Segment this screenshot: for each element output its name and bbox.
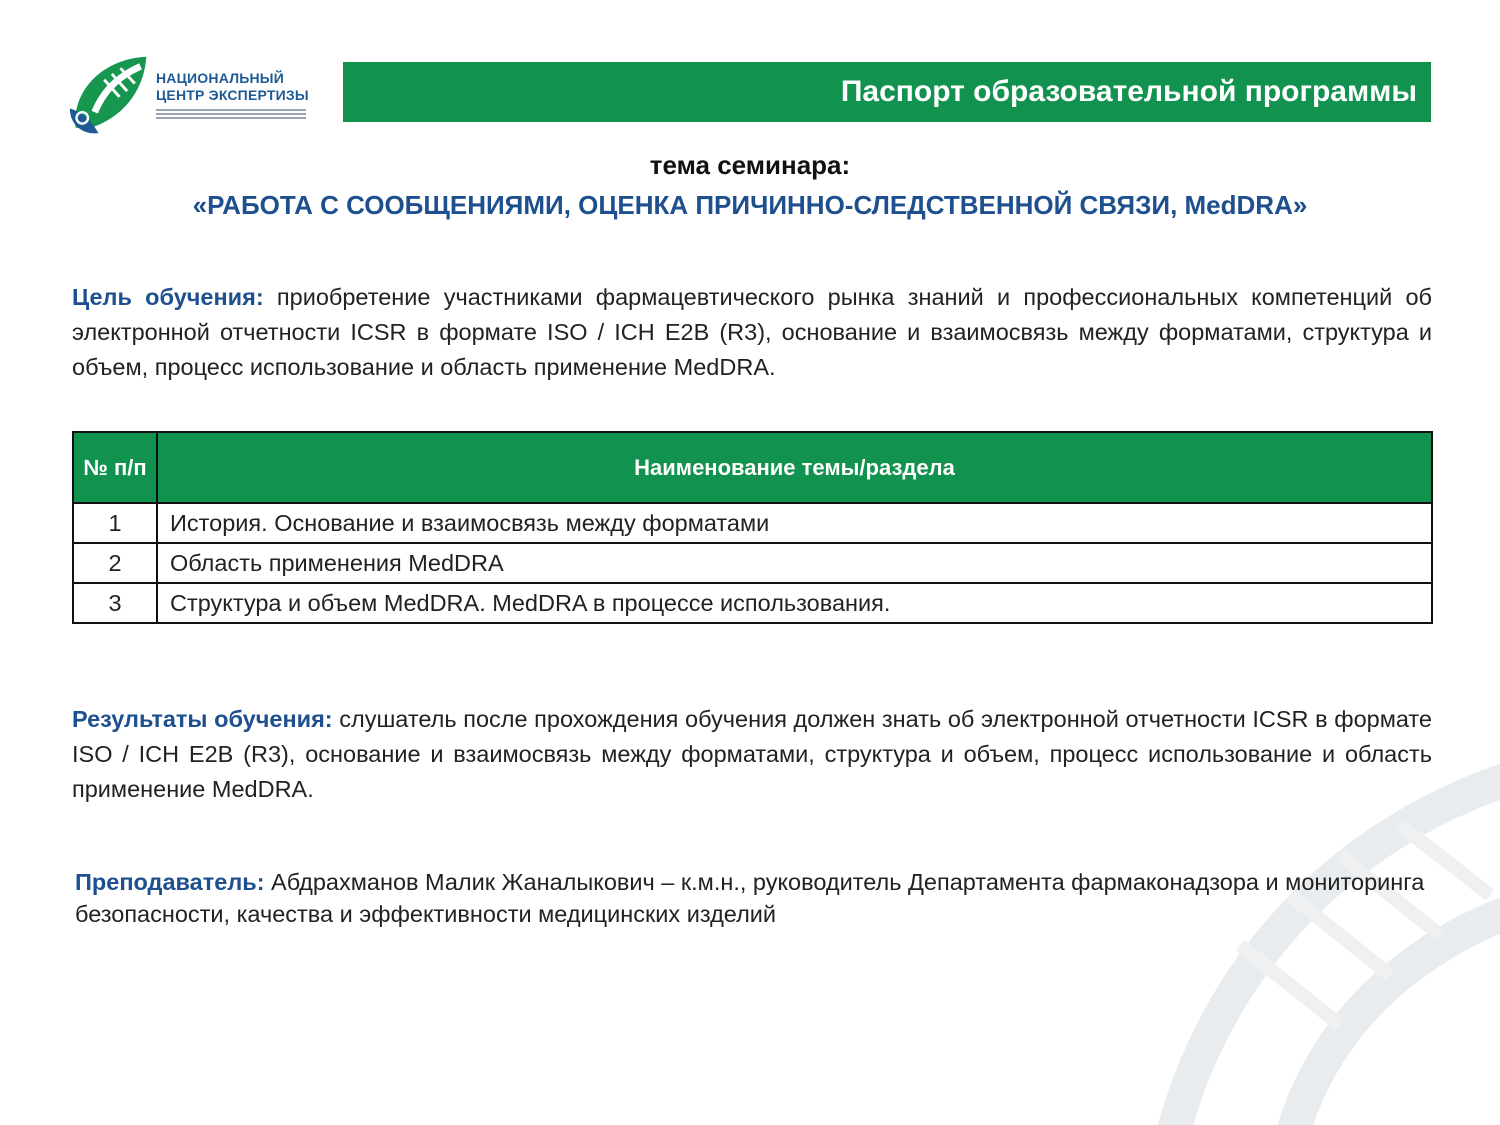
leaf-dna-logo-icon <box>66 49 152 139</box>
results-label: Результаты обучения: <box>72 706 333 732</box>
teacher-label: Преподаватель: <box>75 869 265 895</box>
goal-label: Цель обучения: <box>72 284 264 310</box>
table-header-row <box>73 432 1432 503</box>
table-row <box>73 543 1432 583</box>
logo <box>66 48 316 140</box>
table-row <box>73 583 1432 623</box>
header-bar <box>343 62 1431 122</box>
row-number: 2 <box>73 543 157 583</box>
table-row <box>73 503 1432 543</box>
row-number: 3 <box>73 583 157 623</box>
teacher-text: Абдрахманов Малик Жаналыкович – к.м.н., руководитель Департамента фармаконадзора и мониторинга безопасности, качества и эффективности медицинских изделий <box>75 869 1425 927</box>
logo-name-line2: ЦЕНТР ЭКСПЕРТИЗЫ <box>156 86 309 103</box>
logo-name-line1: НАЦИОНАЛЬНЫЙ <box>156 69 284 86</box>
seminar-label: тема семинара: <box>649 150 851 180</box>
column-header-topic: Наименование темы/раздела <box>157 432 1432 503</box>
seminar-title: «РАБОТА С СООБЩЕНИЯМИ, ОЦЕНКА ПРИЧИННО-СЛЕДСТВЕННОЙ СВЯЗИ, MedDRA» <box>192 190 1308 220</box>
topics-table <box>72 431 1433 624</box>
row-topic: Структура и объем MedDRA. MedDRA в процессе использования. <box>157 583 1432 623</box>
logo-subtitle-lines <box>156 107 306 119</box>
goal-text: приобретение участниками фармацевтического рынка знаний и профессиональных компетенций об электронной отчетности ICSR в формате ISO / ICH E2B (R3), основание и взаимосвязь между форматами, структура и объем, процесс использование и область применение MedDRA. <box>72 284 1433 380</box>
teacher-paragraph <box>75 866 1455 930</box>
goal-paragraph <box>72 280 1432 385</box>
row-topic: История. Основание и взаимосвязь между форматами <box>157 503 1432 543</box>
column-header-number: № п/п <box>73 432 157 503</box>
results-text: слушатель после прохождения обучения должен знать об электронной отчетности ICSR в формате ISO / ICH E2B (R3), основание и взаимосвязь между форматами, структура и объем, процесс использование и область применение MedDRA. <box>72 706 1432 802</box>
row-number: 1 <box>73 503 157 543</box>
row-topic: Область применения MedDRA <box>157 543 1432 583</box>
page-title: Паспорт образовательной программы <box>840 75 1417 108</box>
results-paragraph <box>72 702 1432 807</box>
